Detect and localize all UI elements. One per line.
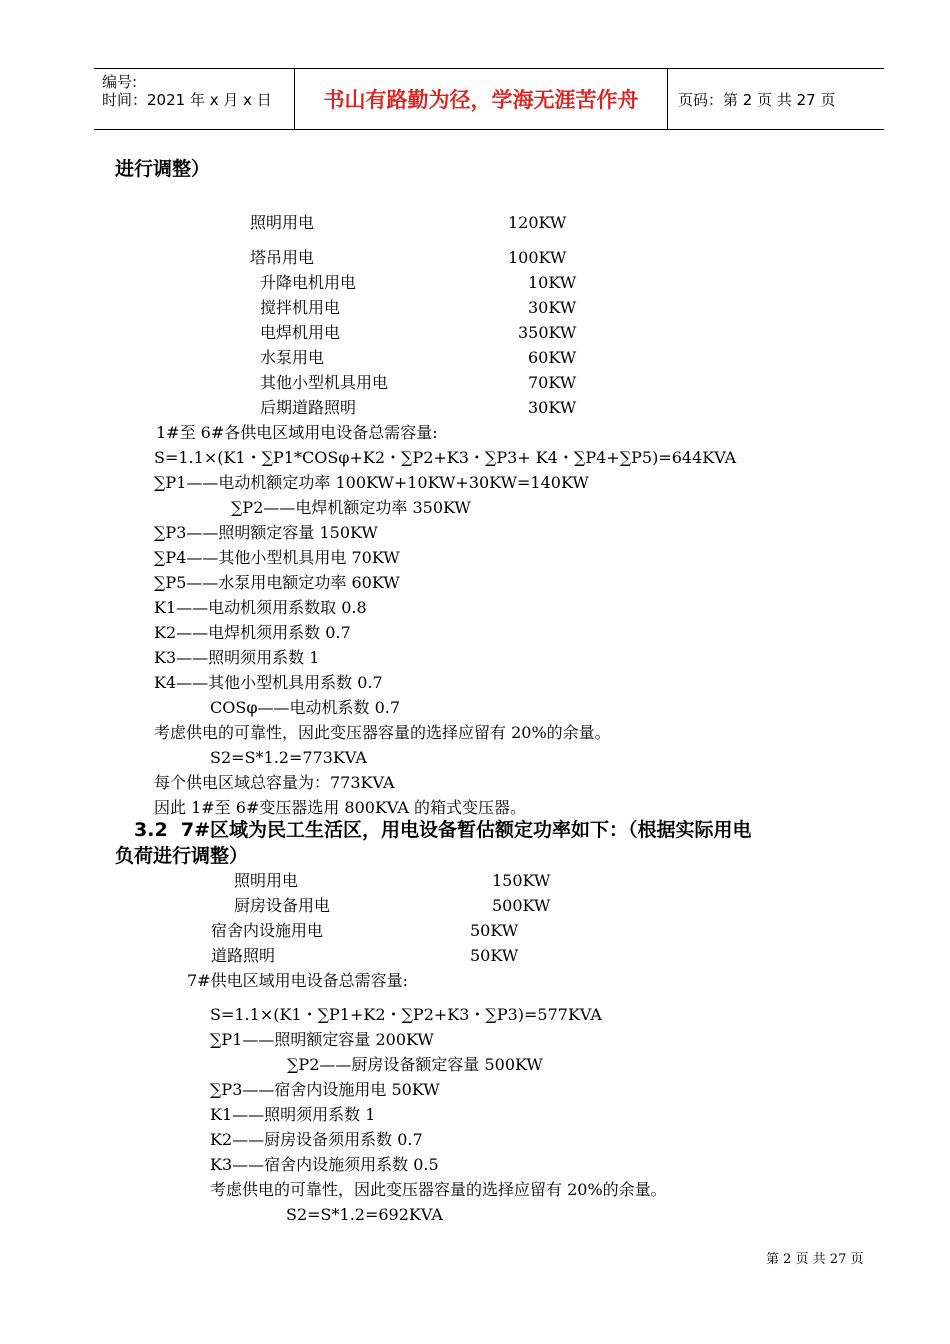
- s1-calc-line: K3——照明须用系数 1: [154, 648, 320, 667]
- s1-calc-line: S=1.1×(K1・∑P1*COSφ+K2・∑P2+K3・∑P3+ K4・∑P4+∑P5)=644KVA: [154, 448, 737, 467]
- header-meta: [94, 69, 294, 129]
- page-footer: 第 2 页 共 27 页: [766, 1252, 864, 1267]
- s2-calc-line: K2——厨房设备须用系数 0.7: [210, 1130, 423, 1149]
- s1-calc-line: COSφ——电动机系数 0.7: [210, 698, 401, 717]
- s2-item-value: 50KW: [470, 921, 519, 940]
- section2-heading-cont: 负荷进行调整）: [115, 845, 249, 867]
- s1-calc-line: S2=S*1.2=773KVA: [210, 748, 367, 767]
- page-header: [94, 68, 884, 130]
- s2-item-value: 50KW: [470, 946, 519, 965]
- s2-calc-line: S2=S*1.2=692KVA: [286, 1205, 443, 1224]
- s2-calc-line: 7#供电区域用电设备总需容量:: [187, 971, 408, 990]
- s1-item-name: 水泵用电: [260, 348, 325, 367]
- s1-item-value: 100KW: [508, 248, 567, 267]
- s2-item-value: 150KW: [492, 871, 551, 890]
- s1-calc-line: 考虑供电的可靠性，因此变压器容量的选择应留有 20%的余量。: [154, 723, 611, 742]
- s1-calc-line: K4——其他小型机具用系数 0.7: [154, 673, 383, 692]
- s1-item-name: 照明用电: [250, 213, 315, 232]
- s2-item-name: 道路照明: [211, 946, 276, 965]
- section1-heading: 进行调整）: [115, 158, 211, 180]
- s1-calc-line: K2——电焊机须用系数 0.7: [154, 623, 351, 642]
- s1-calc-line: ∑P5——水泵用电额定功率 60KW: [154, 573, 400, 592]
- s1-calc-line: 因此 1#至 6#变压器选用 800KVA 的箱式变压器。: [154, 798, 527, 817]
- s2-item-name: 厨房设备用电: [234, 896, 331, 915]
- header-motto: 书山有路勤为径，学海无涯苦作舟: [294, 69, 668, 129]
- time-label: 时间：2021 年 x 月 x 日: [102, 91, 272, 109]
- s1-item-name: 其他小型机具用电: [260, 373, 389, 392]
- s2-calc-line: 考虑供电的可靠性，因此变压器容量的选择应留有 20%的余量。: [210, 1180, 667, 1199]
- s1-calc-line: ∑P1——电动机额定功率 100KW+10KW+30KW=140KW: [154, 473, 589, 492]
- s2-item-value: 500KW: [492, 896, 551, 915]
- s1-item-name: 后期道路照明: [260, 398, 357, 417]
- s1-item-value: 30KW: [528, 398, 577, 417]
- s1-calc-line: ∑P2——电焊机额定功率 350KW: [231, 498, 471, 517]
- s2-calc-line: ∑P3——宿舍内设施用电 50KW: [210, 1080, 440, 1099]
- s2-calc-line: K3——宿舍内设施须用系数 0.5: [210, 1155, 439, 1174]
- header-page-label: 页码：第 2 页 共 27 页: [678, 90, 836, 109]
- s2-calc-line: K1——照明须用系数 1: [210, 1105, 376, 1124]
- s1-item-value: 10KW: [528, 273, 577, 292]
- serial-label: 编号:: [102, 73, 138, 91]
- s2-calc-line: S=1.1×(K1・∑P1+K2・∑P2+K3・∑P3)=577KVA: [210, 1005, 602, 1024]
- s1-item-name: 搅拌机用电: [260, 298, 341, 317]
- s1-calc-line: K1——电动机须用系数取 0.8: [154, 598, 367, 617]
- s1-calc-line: 每个供电区域总容量为：773KVA: [154, 773, 395, 792]
- s1-item-name: 塔吊用电: [250, 248, 315, 267]
- s2-item-name: 宿舍内设施用电: [211, 921, 324, 940]
- s1-item-value: 120KW: [508, 213, 567, 232]
- s1-calc-line: ∑P3——照明额定容量 150KW: [154, 523, 378, 542]
- s1-item-value: 30KW: [528, 298, 577, 317]
- s2-calc-line: ∑P2——厨房设备额定容量 500KW: [287, 1055, 543, 1074]
- s1-calc-line: 1#至 6#各供电区域用电设备总需容量:: [156, 423, 438, 442]
- s1-item-value: 60KW: [528, 348, 577, 367]
- s2-item-name: 照明用电: [234, 871, 299, 890]
- header-page: [668, 69, 884, 129]
- s1-item-value: 350KW: [518, 323, 577, 342]
- s1-item-value: 70KW: [528, 373, 577, 392]
- s1-calc-line: ∑P4——其他小型机具用电 70KW: [154, 548, 400, 567]
- s1-item-name: 电焊机用电: [260, 323, 341, 342]
- section2-heading: 3.2 7#区域为民工生活区，用电设备暂估额定功率如下：（根据实际用电: [134, 819, 752, 841]
- s2-calc-line: ∑P1——照明额定容量 200KW: [210, 1030, 434, 1049]
- s1-item-name: 升降电机用电: [260, 273, 357, 292]
